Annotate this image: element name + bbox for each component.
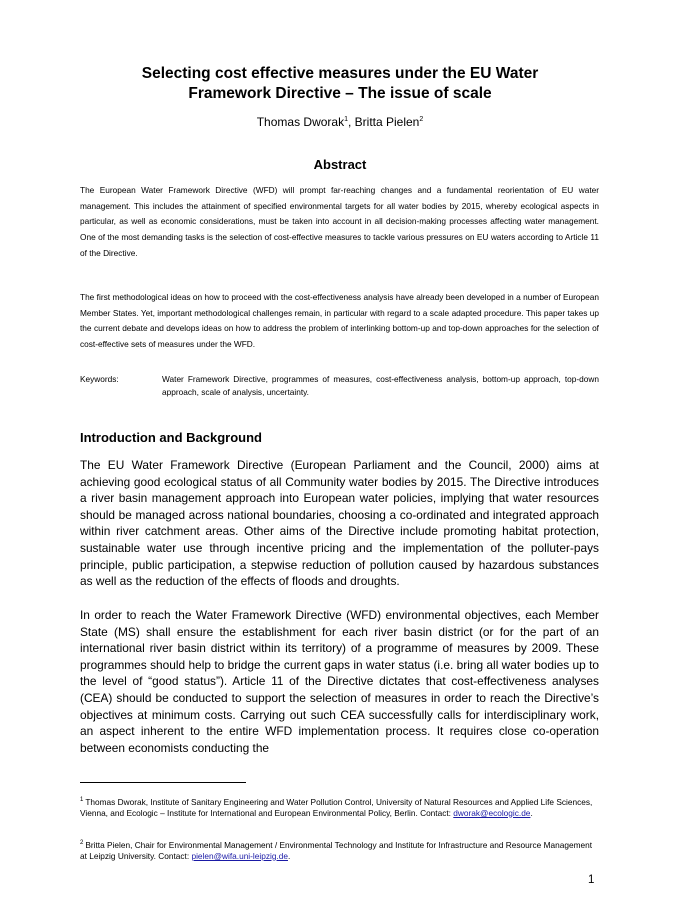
email-link[interactable]: pielen@wifa.uni-leipzig.de <box>191 850 288 861</box>
body-paragraph: In order to reach the Water Framework Directive (WFD) environmental objectives, each Member State (MS) shall ensure the establishment for each river basin district (or for the part of an international river basin district within its territory) of a programme of measures by 2009. These programmes should help to bridge the current gaps in water status (i.e. bring all water bodies up to the level of “good status”). Article 11 of the Directive dictates that cost-effectiveness analyses (CEA) should be conducted to support the selection of measures in order to reach the Directive’s objectives at minimum costs. Carrying out such CEA successfully calls for interdisciplinary work, an aspect inherent to the entire WFD implementation process. It requires close co-operation between economists conducting the <box>80 608 599 755</box>
keywords-text: Water Framework Directive, programmes of measures, cost-effectiveness analysis, bottom-up approach, top-down approach, scale of analysis, uncertainty. <box>162 374 599 397</box>
title-line-2: Framework Directive – The issue of scale <box>188 85 492 102</box>
abstract-paragraph: The first methodological ideas on how to proceed with the cost-effectiveness analysis have already been developed in a number of European Member States. Yet, important methodological challenges remain, in particular with regard to a scale adapted procedure. This paper takes up the current debate and develops ideas on how to address the problem of interlinking bottom-up and top-down approaches for the selection of cost-effective sets of measures under the WFD. <box>80 292 599 350</box>
abstract-paragraph: The European Water Framework Directive (WFD) will prompt far-reaching changes and a fundamental reorientation of EU water management. This includes the attainment of specified environmental targets for all water bodies by 2015, whereby ecological aspects in particular, as well as economic considerations, must be taken into account in all decision-making processes affecting water management. One of the most demanding tasks is the selection of cost-effective measures to tackle various pressures on EU waters according to Article 11 of the Directive. <box>80 185 599 258</box>
abstract-heading: Abstract <box>313 157 367 172</box>
footnote-marker: 1 <box>344 116 348 123</box>
footnote <box>80 840 599 862</box>
footnote-text: Britta Pielen, Chair for Environmental Management / Environmental Technology and Institute for Infrastructure and Resource Management at Leipzig University. Contact: <box>80 840 593 861</box>
footnote-divider <box>80 782 246 783</box>
footnote-end: . <box>287 850 291 861</box>
paper-title <box>80 64 600 104</box>
footnote-marker: 2 <box>419 116 424 123</box>
footnote-text: Thomas Dworak, Institute of Sanitary Engineering and Water Pollution Control, University of Natural Resources and Applied Life Sciences, Vienna, and Ecologic – Institute for International and European Environmental Policy, Berlin. Contact: <box>80 797 593 818</box>
author-line <box>80 114 600 130</box>
footnote-number: 2 <box>80 840 84 847</box>
keywords-label: Keywords: <box>80 374 119 384</box>
author-separator: , <box>347 115 355 129</box>
author-name: Thomas Dworak <box>256 115 345 129</box>
author-name: Britta Pielen <box>354 115 420 129</box>
body-paragraph: The EU Water Framework Directive (European Parliament and the Council, 2000) aims at achieving good ecological status of all Community water bodies by 2015. The Directive introduces a river basin management approach into European water policies, implying that water resources should be managed across national boundaries, choosing a co-ordinated and integrated approach within river catchment areas. Other aims of the Directive include promoting habitat protection, sustainable water use through incentive pricing and the implementation of the polluter-pays principle, public participation, a stepwise reduction of pollution caused by hazardous substances as well as the reduction of the effects of floods and droughts. <box>80 458 599 589</box>
title-line-1: Selecting cost effective measures under the EU Water <box>141 65 539 82</box>
page-number: 1 <box>588 874 595 886</box>
footnote <box>80 797 599 819</box>
section-heading: Introduction and Background <box>80 430 262 445</box>
footnote-number: 1 <box>80 797 84 804</box>
footnote-end: . <box>530 807 533 818</box>
keywords-block <box>80 373 599 398</box>
email-link[interactable]: dworak@ecologic.de <box>453 807 531 818</box>
